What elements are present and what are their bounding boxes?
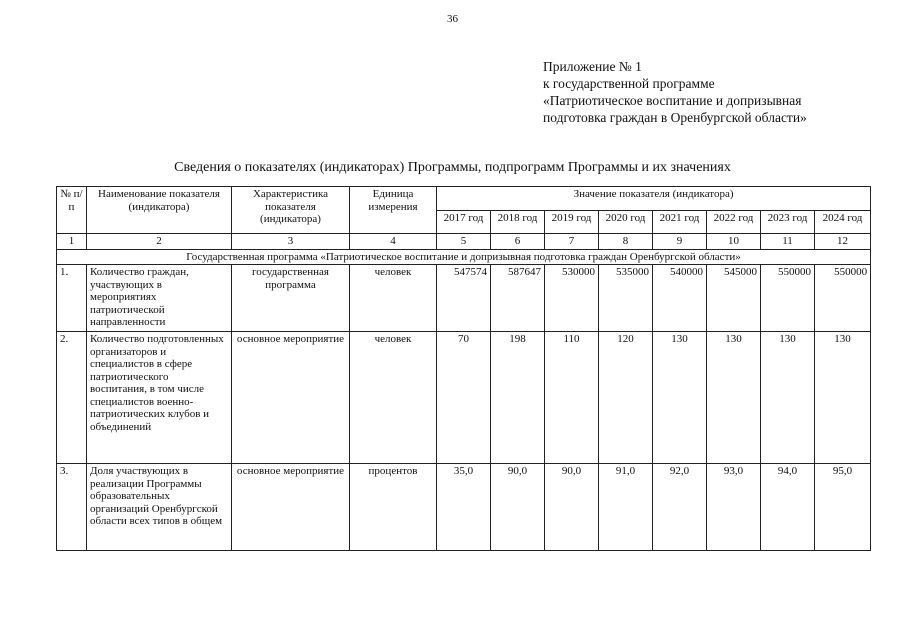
row-value: 587647 [491,265,545,332]
row-name: Количество подготовленных организаторов и специалистов в сфере патриотического воспитания, в том числе специалистов военно-патриотических клубов и объединений [87,332,232,464]
row-value: 130 [815,332,871,464]
row-value: 35,0 [437,464,491,551]
row-value: 110 [545,332,599,464]
row-characteristic: основное мероприятие [232,332,350,464]
header-values-group: Значение показателя (индикатора) [437,187,871,211]
annex-line-3: «Патриотическое воспитание и допризывная [543,93,802,108]
row-value: 545000 [707,265,761,332]
row-value: 120 [599,332,653,464]
indicators-table [56,186,871,551]
row-value: 130 [653,332,707,464]
column-number: 6 [491,234,545,250]
row-value: 93,0 [707,464,761,551]
row-value: 130 [707,332,761,464]
table-row [57,464,871,551]
row-num: 3. [57,464,87,551]
header-year: 2019 год [545,210,599,234]
row-num: 2. [57,332,87,464]
row-value: 547574 [437,265,491,332]
annex-line-1: Приложение № 1 [543,59,642,74]
annex-block [543,58,807,126]
row-unit: человек [350,265,437,332]
row-value: 535000 [599,265,653,332]
header-year: 2024 год [815,210,871,234]
column-number: 5 [437,234,491,250]
section-row [57,249,871,265]
column-number: 2 [87,234,232,250]
header-year: 2018 год [491,210,545,234]
row-value: 530000 [545,265,599,332]
row-value: 95,0 [815,464,871,551]
row-value: 91,0 [599,464,653,551]
document-title: Сведения о показателях (индикаторах) Программы, подпрограмм Программы и их значениях [174,160,731,175]
row-value: 550000 [815,265,871,332]
annex-line-4: подготовка граждан в Оренбургской области» [543,110,807,125]
row-characteristic: государственная программа [232,265,350,332]
column-number: 8 [599,234,653,250]
row-value: 540000 [653,265,707,332]
row-num: 1. [57,265,87,332]
table-row [57,265,871,332]
header-name: Наименование показателя (индикатора) [87,187,232,234]
column-number: 12 [815,234,871,250]
header-unit: Единица измерения [350,187,437,234]
row-unit: человек [350,332,437,464]
section-title: Государственная программа «Патриотическое воспитание и допризывная подготовка граждан Оренбургской области» [57,249,871,265]
row-value: 130 [761,332,815,464]
row-value: 70 [437,332,491,464]
row-unit: процентов [350,464,437,551]
column-number: 10 [707,234,761,250]
annex-line-2: к государственной программе [543,76,715,91]
page-number: 36 [447,13,458,25]
header-year: 2017 год [437,210,491,234]
header-year: 2023 год [761,210,815,234]
column-number: 7 [545,234,599,250]
column-number: 11 [761,234,815,250]
header-num: № п/п [57,187,87,234]
row-value: 90,0 [491,464,545,551]
header-year: 2022 год [707,210,761,234]
row-value: 198 [491,332,545,464]
row-value: 92,0 [653,464,707,551]
column-number-row [57,234,871,250]
row-value: 94,0 [761,464,815,551]
table-row [57,332,871,464]
header-year: 2021 год [653,210,707,234]
column-number: 4 [350,234,437,250]
column-number: 1 [57,234,87,250]
column-number: 3 [232,234,350,250]
row-value: 550000 [761,265,815,332]
column-number: 9 [653,234,707,250]
header-year: 2020 год [599,210,653,234]
header-characteristic: Характеристика показателя (индикатора) [232,187,350,234]
row-value: 90,0 [545,464,599,551]
row-name: Доля участвующих в реализации Программы образовательных организаций Оренбургской области всех типов в общем [87,464,232,551]
row-characteristic: основное мероприятие [232,464,350,551]
row-name: Количество граждан, участвующих в мероприятиях патриотической направленности [87,265,232,332]
